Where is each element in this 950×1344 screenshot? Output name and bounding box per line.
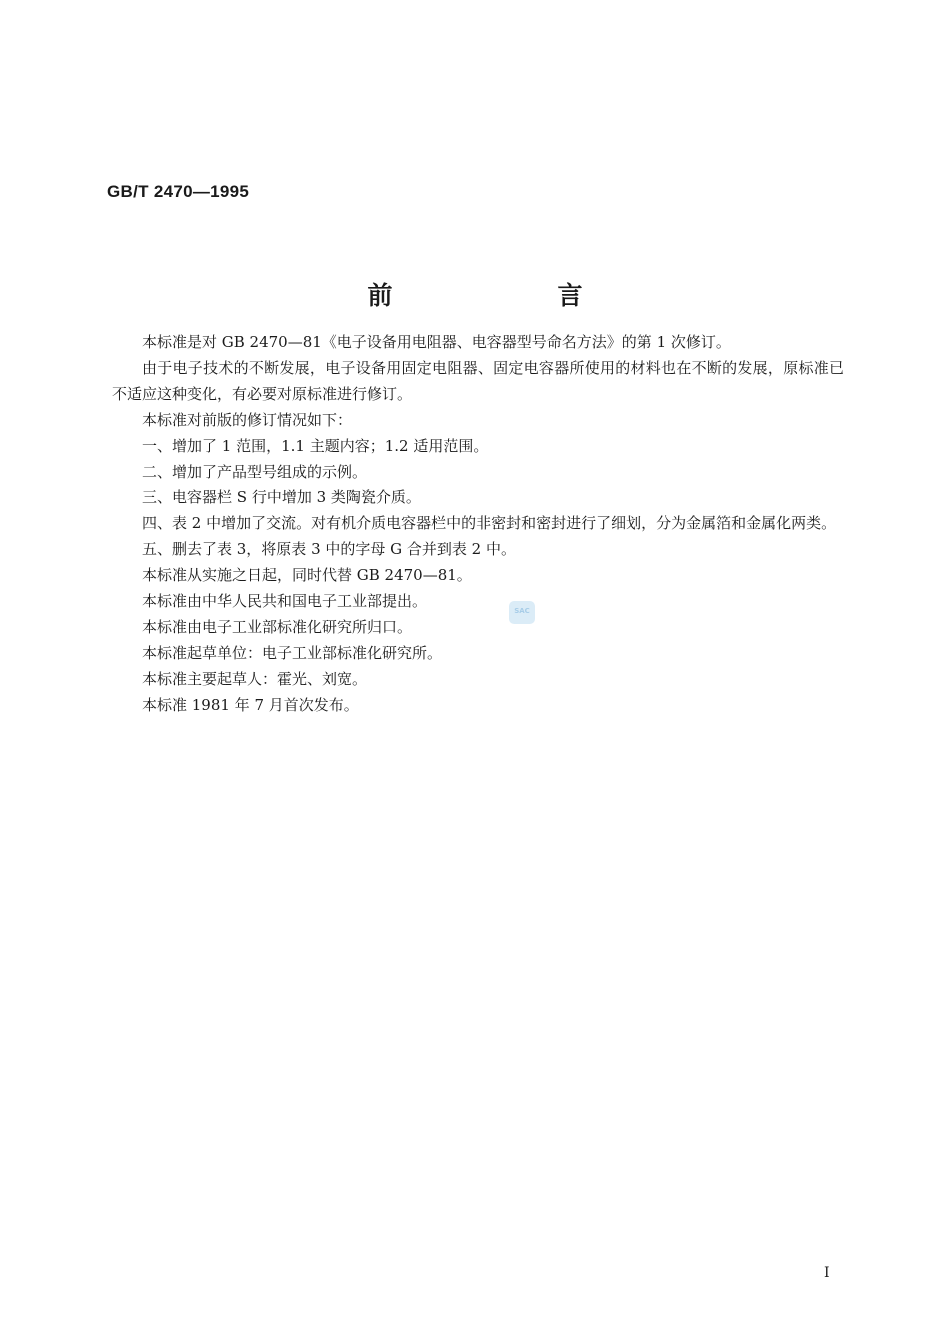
paragraph-change-3: 三、电容器栏 S 行中增加 3 类陶瓷介质。 — [142, 488, 421, 507]
paragraph-revision-note: 本标准是对 GB 2470—81《电子设备用电阻器、电容器型号命名方法》的第 1 次修订。 — [142, 333, 731, 351]
page-title: 前 言 — [367, 281, 653, 310]
standard-code: GB/T 2470—1995 — [107, 182, 250, 201]
paragraph-change-1: 一、增加了 1 范围，1.1 主题内容；1.2 适用范围。 — [142, 436, 489, 455]
paragraph-change-2: 二、增加了产品型号组成的示例。 — [142, 462, 368, 481]
paragraph-reason: 由于电子技术的不断发展，电子设备用固定电阻器、固定电容器所使用的材料也在不断的发展，原标准已不适应这种变化，有必要对原标准进行修订。 — [112, 358, 844, 403]
paragraph-drafting-unit: 本标准起草单位：电子工业部标准化研究所。 — [142, 643, 443, 662]
preface-body — [112, 330, 844, 719]
paragraph-change-5: 五、删去了表 3，将原表 3 中的字母 G 合并到表 2 中。 — [142, 540, 516, 559]
paragraph-first-issue: 本标准 1981 年 7 月首次发布。 — [142, 695, 359, 714]
page-number: I — [824, 1265, 830, 1281]
paragraph-drafters: 本标准主要起草人：霍光、刘宽。 — [142, 669, 368, 688]
paragraph-administrator: 本标准由电子工业部标准化研究所归口。 — [142, 617, 413, 636]
paragraph-proposer: 本标准由中华人民共和国电子工业部提出。 — [142, 592, 428, 611]
paragraph-change-4: 四、表 2 中增加了交流。对有机介质电容器栏中的非密封和密封进行了细划，分为金属箔和金属化两类。 — [142, 514, 837, 533]
watermark-stamp — [509, 601, 535, 624]
watermark-text: SAC — [514, 607, 530, 615]
paragraph-changes-intro: 本标准对前版的修订情况如下： — [142, 410, 353, 429]
paragraph-replacement: 本标准从实施之日起，同时代替 GB 2470—81。 — [142, 566, 472, 585]
